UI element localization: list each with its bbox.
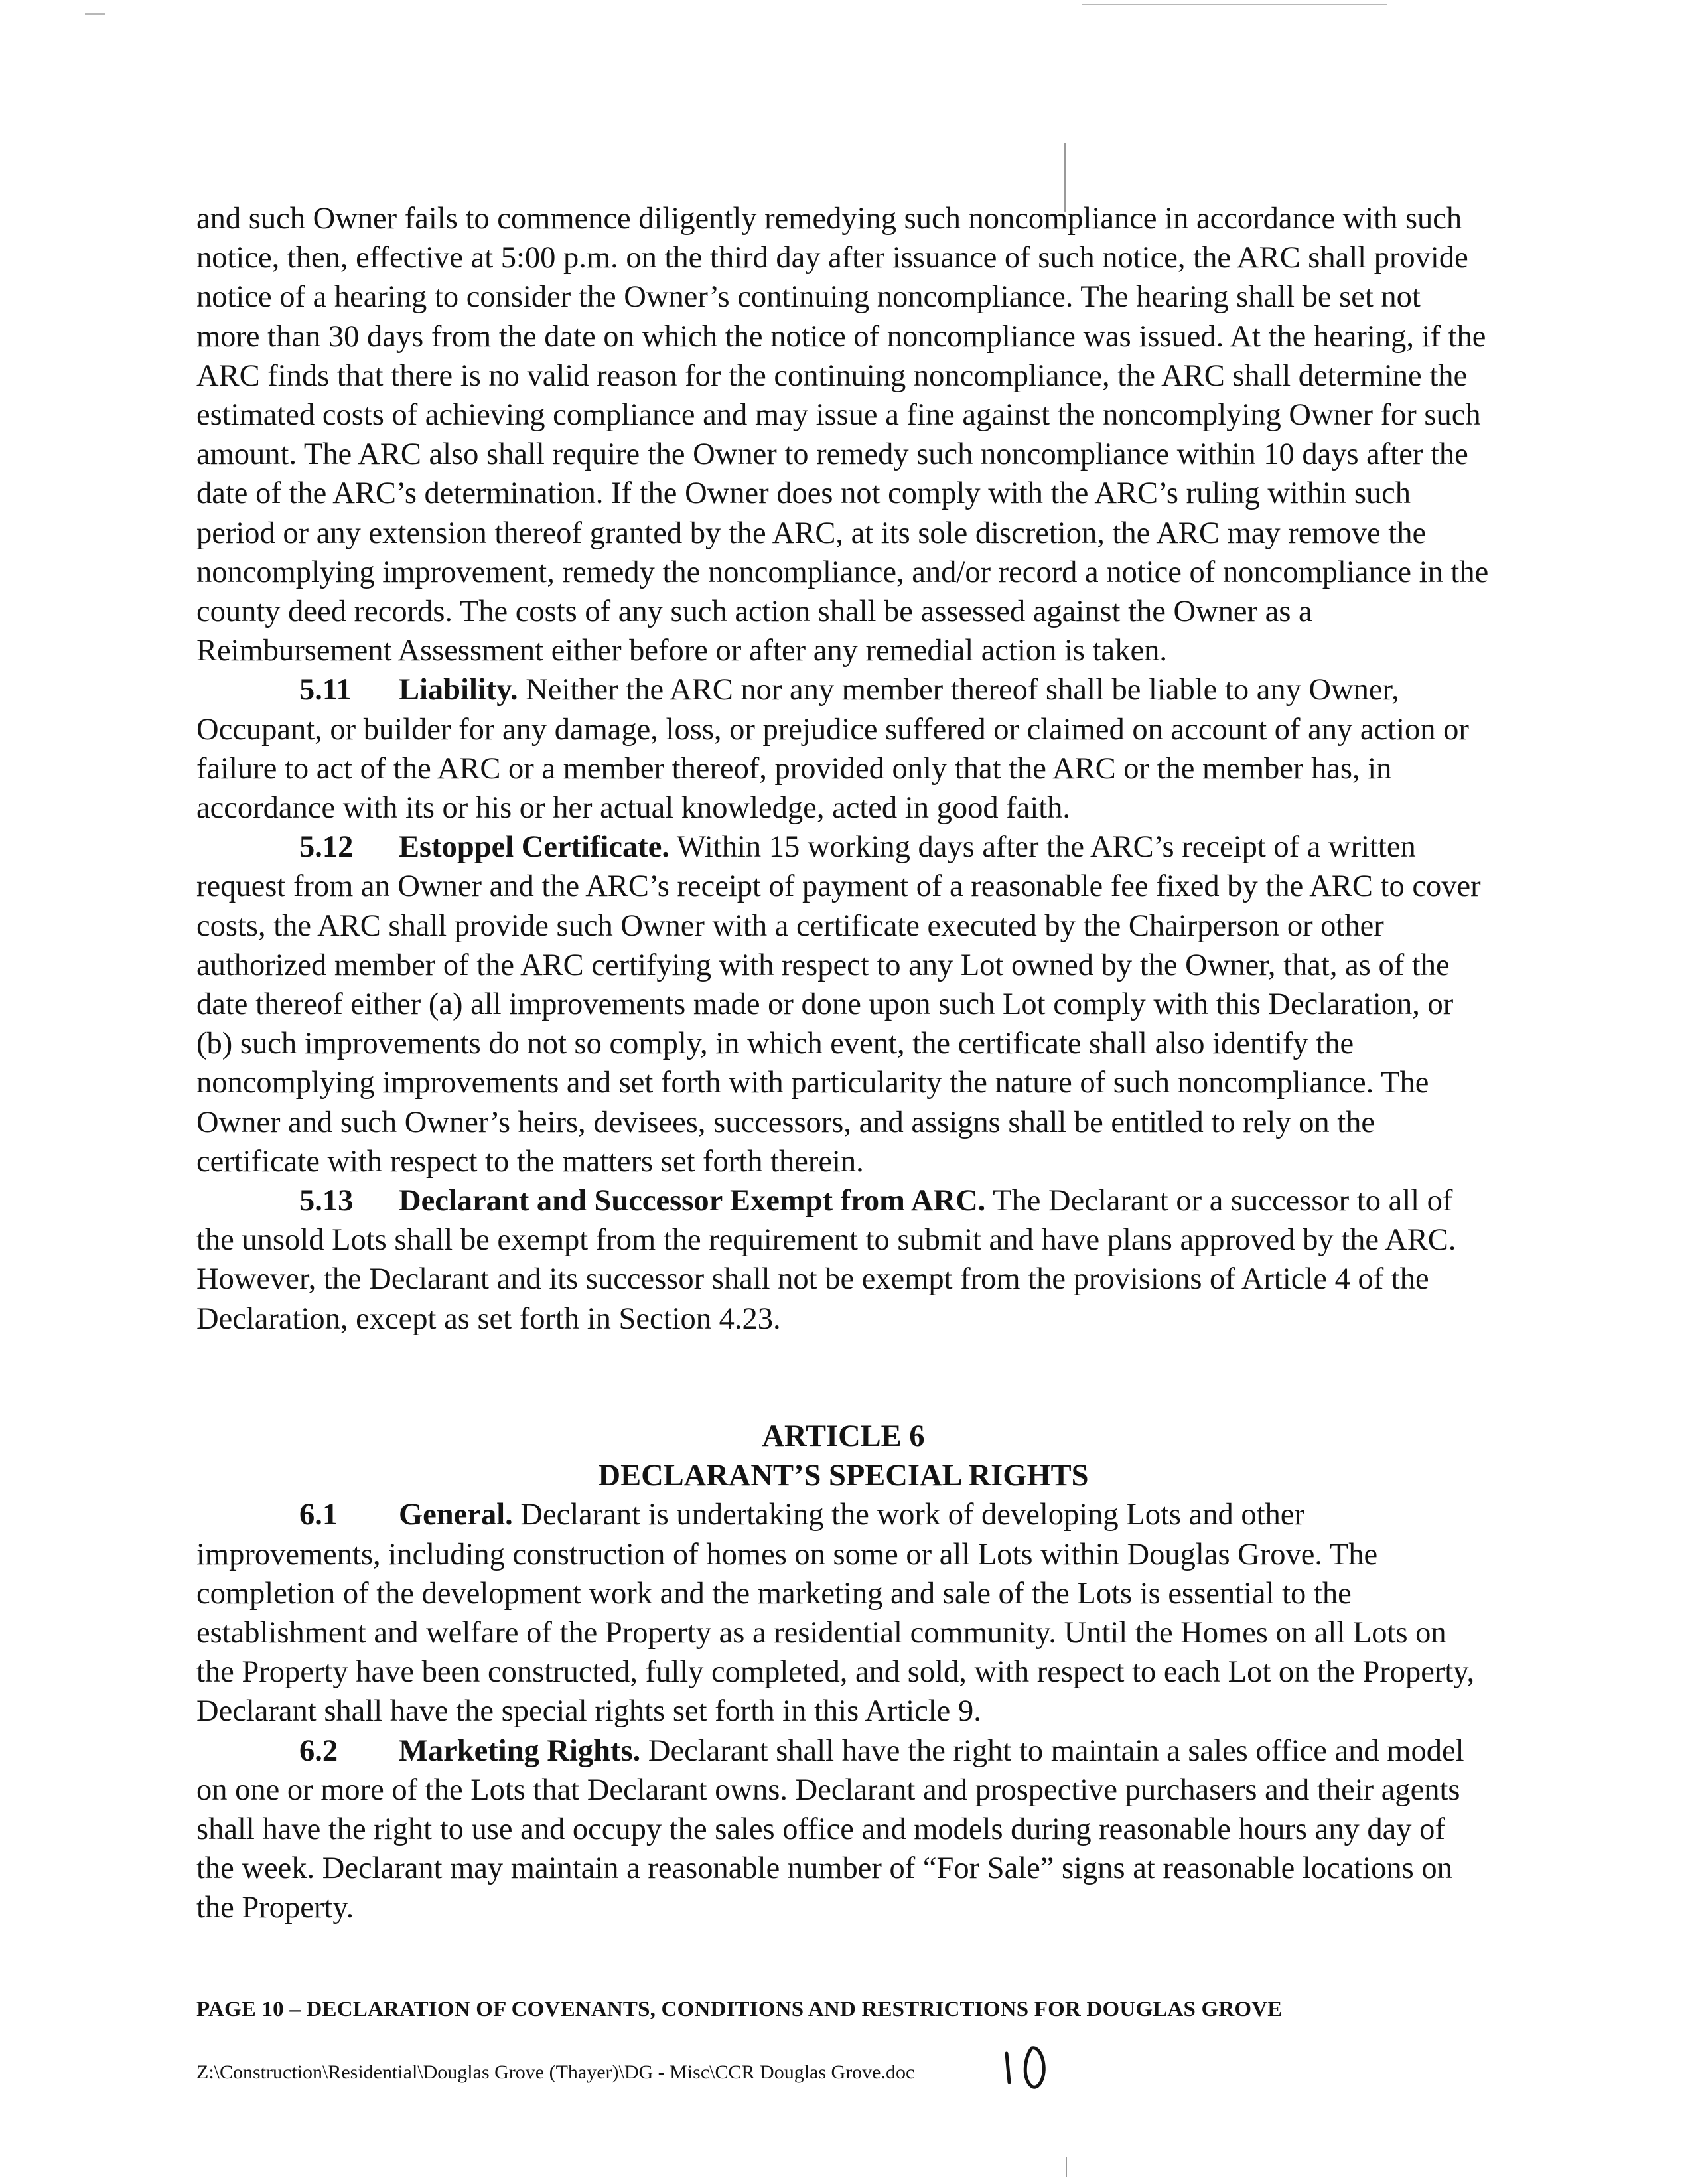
section-text: Neither the ARC nor any member thereof shall be liable to any Owner, Occupant, or builder for any damage, loss, or prejudice suffered or claimed on account of any action or failure to act of the ARC or a member thereof, provided only that the ARC or the member has, in accordance with its or his or her actual knowledge, acted in good faith. xyxy=(196,673,1469,826)
section-heading: Estoppel Certificate. xyxy=(399,830,670,865)
section-text: Within 15 working days after the ARC’s receipt of a written request from an Owner and the ARC’s receipt of payment of a reasonable fee fixed by the ARC to cover costs, the ARC shall provide such Owner with a certificate executed by the Chairperson or other authorized member of the ARC certifying with respect to any Lot owned by the Owner, that, as of the date thereof either (a) all improvements made or done upon such Lot comply with this Declaration, or (b) such improvements do not so comply, in which event, the certificate shall also identify the noncomplying improvements and set forth with particularity the nature of such noncompliance. The Owner and such Owner’s heirs, devisees, successors, and assigns shall be entitled to rely on the certificate with respect to the matters set forth therein. xyxy=(196,830,1481,1179)
paragraph-continuation: and such Owner fails to commence diligently remedying such noncompliance in accordance with such notice, then, effective at 5:00 p.m. on the third day after issuance of such notice, the ARC shall provide notice of a hearing to consider the Owner’s continuing noncompliance. The hearing shall be set not more than 30 days from the date on which the notice of noncompliance was issued. At the hearing, if the ARC finds that there is no valid reason for the continuing noncompliance, the ARC shall determine the estimated costs of achieving compliance and may issue a fine against the noncomplying Owner for such amount. The ARC also shall require the Owner to remedy such noncompliance within 10 days after the date of the ARC’s determination. If the Owner does not comply with the ARC’s ruling within such period or any extension thereof granted by the ARC, at its sole discretion, the ARC may remove the noncomplying improvement, remedy the noncompliance, and/or record a notice of noncompliance in the county deed records. The costs of any such action shall be assessed against the Owner as a Reimbursement Assessment either before or after any remedial action is taken. xyxy=(196,202,1489,668)
section-5-12 xyxy=(196,828,1490,1181)
handwritten-stroke-one xyxy=(1007,2053,1009,2082)
handwritten-stroke-zero xyxy=(1025,2048,1044,2087)
section-number: 5.12 xyxy=(299,830,354,865)
article-number: ARTICLE 6 xyxy=(762,1419,925,1453)
section-heading: Marketing Rights. xyxy=(399,1733,641,1768)
scan-artifact-top-left xyxy=(85,13,105,15)
section-text: Declarant shall have the right to maintain a sales office and model on one or more of the Lots that Declarant owns. Declarant and prospective purchasers and their agents shall have the right to use and occupy the sales office and models during reasonable hours any day of the week. Declarant may maintain a reasonable number of “For Sale” signs at reasonable locations on the Property. xyxy=(196,1733,1464,1925)
file-path-footer: Z:\Construction\Residential\Douglas Grove (Thayer)\DG - Misc\CCR Douglas Grove.doc xyxy=(196,2061,915,2083)
section-heading: General. xyxy=(399,1498,513,1532)
section-text: The Declarant or a successor to all of the unsold Lots shall be exempt from the requirement to submit and have plans approved by the ARC. However, the Declarant and its successor shall not be exempt from the provisions of Article 4 of the Declaration, except as set forth in Section 4.23. xyxy=(196,1184,1456,1336)
section-number: 6.1 xyxy=(299,1498,338,1532)
section-heading: Liability. xyxy=(399,673,518,707)
section-6-2 xyxy=(196,1731,1490,1928)
scan-artifact-bottom xyxy=(1066,2157,1067,2177)
section-number: 5.11 xyxy=(299,673,352,707)
handwritten-page-number xyxy=(999,2039,1078,2098)
scan-artifact-top-right xyxy=(1082,4,1387,5)
section-heading: Declarant and Successor Exempt from ARC. xyxy=(399,1184,986,1218)
article-title: DECLARANT’S SPECIAL RIGHTS xyxy=(598,1459,1089,1493)
document-body xyxy=(196,199,1490,1928)
section-text: Declarant is undertaking the work of developing Lots and other improvements, including construction of homes on some or all Lots within Douglas Grove. The completion of the development work and the marketing and sale of the Lots is essential to the establishment and welfare of the Property as a residential community. Until the Homes on all Lots on the Property have been constructed, fully completed, and sold, with respect to each Lot on the Property, Declarant shall have the special rights set forth in this Article 9. xyxy=(196,1498,1475,1729)
section-number: 6.2 xyxy=(299,1733,338,1768)
section-6-1 xyxy=(196,1495,1490,1731)
article-heading xyxy=(196,1417,1490,1495)
section-5-13 xyxy=(196,1181,1490,1339)
page-footer: PAGE 10 – DECLARATION OF COVENANTS, CONDITIONS AND RESTRICTIONS FOR DOUGLAS GROVE xyxy=(196,1998,1283,2021)
section-5-11 xyxy=(196,670,1490,828)
section-number: 5.13 xyxy=(299,1184,354,1218)
